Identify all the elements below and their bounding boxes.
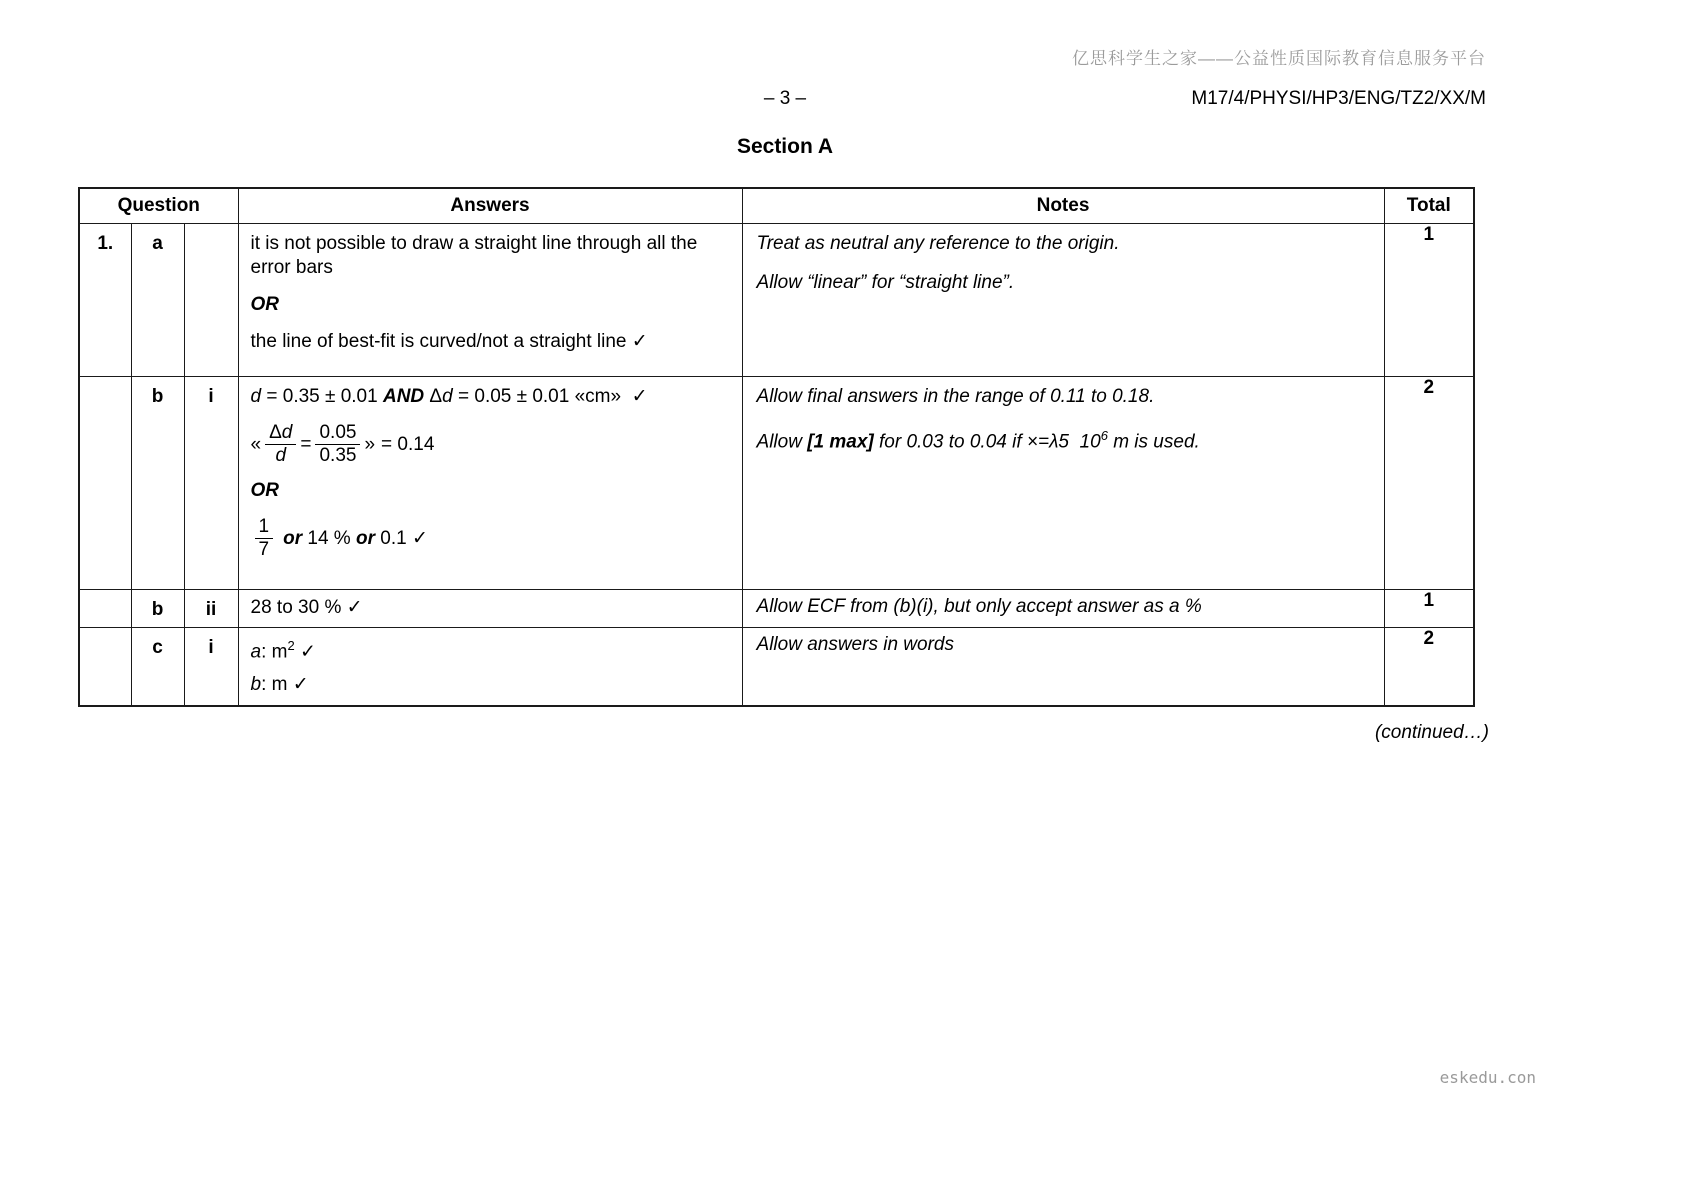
- question-number: [79, 628, 131, 707]
- tick-mark: ✓: [631, 386, 648, 407]
- question-part: c: [131, 628, 184, 707]
- answer-text: 28 to 30 % ✓: [250, 597, 363, 618]
- notes-cell: [742, 377, 1384, 590]
- notes-cell: [742, 628, 1384, 707]
- guillemet-open: «: [250, 433, 262, 455]
- or-separator: OR: [250, 480, 280, 501]
- answer-text: [251, 634, 730, 664]
- math-text: 14 %: [307, 527, 351, 549]
- question-number: 1.: [79, 224, 131, 377]
- math-variable: b: [250, 674, 262, 696]
- total-marks: 1: [1384, 224, 1474, 377]
- fraction-numerator: [265, 422, 296, 445]
- notes-cell: [742, 590, 1384, 628]
- or-keyword: or: [283, 527, 303, 549]
- answers-cell: [238, 224, 742, 377]
- question-subpart: i: [184, 628, 238, 707]
- table-row-bi: [79, 377, 1474, 590]
- notes-cell: [742, 224, 1384, 377]
- math-text: : m ✓: [261, 674, 309, 696]
- note-text-segment: for 0.03 to 0.04 if ×=λ5 10: [873, 431, 1101, 453]
- fraction: [315, 422, 360, 467]
- fraction-numerator: 1: [255, 516, 274, 539]
- fraction: [265, 422, 296, 467]
- math-variable: d: [281, 422, 293, 443]
- note-text: Allow “linear” for “straight line”.: [756, 272, 1015, 293]
- continued-label: (continued…): [1374, 722, 1489, 743]
- document-code: M17/4/PHYSI/HP3/ENG/TZ2/XX/M: [1191, 88, 1486, 109]
- column-header-answers: Answers: [238, 188, 742, 224]
- math-text: : m: [261, 641, 288, 663]
- answers-cell: [238, 628, 742, 707]
- math-text: = 0.35 ± 0.01: [261, 386, 383, 407]
- column-header-question: Question: [79, 188, 238, 224]
- or-keyword: or: [355, 527, 375, 549]
- question-part: a: [131, 224, 184, 377]
- question-subpart: i: [184, 377, 238, 590]
- question-subpart: ii: [184, 590, 238, 628]
- answers-cell: [238, 590, 742, 628]
- tick-mark: ✓: [294, 641, 316, 663]
- equation-line-fraction: [251, 422, 730, 467]
- and-keyword: AND: [382, 386, 425, 407]
- question-number: [79, 377, 131, 590]
- answer-text: [251, 673, 730, 697]
- answer-text: it is not possible to draw a straight line through all the error bars: [250, 233, 698, 278]
- site-watermark: eskedu.con: [1439, 1068, 1536, 1087]
- equals-sign: =: [300, 433, 312, 455]
- table-row-ci: [79, 628, 1474, 707]
- total-marks: 1: [1384, 590, 1474, 628]
- fraction-denominator: 7: [258, 539, 270, 560]
- equation-result: = 0.14: [381, 433, 435, 455]
- markscheme-table: [78, 187, 1475, 707]
- question-part: b: [131, 377, 184, 590]
- note-text: Allow final answers in the range of 0.11 to 0.18.: [756, 386, 1155, 407]
- question-part: b: [131, 590, 184, 628]
- superscript: 6: [1100, 428, 1108, 443]
- table-row-bii: [79, 590, 1474, 628]
- chinese-watermark-text: 亿思科学生之家——公益性质国际教育信息服务平台: [1072, 49, 1486, 68]
- note-text: [757, 424, 1370, 454]
- page-number: – 3 –: [763, 88, 807, 109]
- note-text: Allow answers in words: [756, 634, 954, 655]
- note-text: Treat as neutral any reference to the origin.: [756, 233, 1120, 254]
- fraction-denominator: d: [275, 445, 287, 466]
- column-header-total: Total: [1384, 188, 1474, 224]
- total-marks: 2: [1384, 628, 1474, 707]
- note-text-segment: Allow: [756, 431, 808, 453]
- math-text: 0.1: [380, 527, 407, 549]
- question-number: [79, 590, 131, 628]
- fraction: [255, 516, 274, 561]
- tick-mark: ✓: [411, 527, 428, 549]
- question-subpart: [184, 224, 238, 377]
- answers-cell: [238, 377, 742, 590]
- math-text: = 0.05 ± 0.01 «cm»: [452, 386, 632, 407]
- note-text: Allow ECF from (b)(i), but only accept answer as a %: [756, 596, 1202, 617]
- math-variable: a: [250, 641, 262, 663]
- or-separator: OR: [250, 294, 280, 315]
- section-title: Section A: [736, 135, 834, 158]
- math-variable: d: [442, 386, 453, 407]
- equation-line-alternative: [251, 516, 730, 561]
- answer-text: the line of best-fit is curved/not a straight line ✓: [250, 331, 648, 352]
- fraction-denominator: 0.35: [319, 445, 357, 466]
- column-header-notes: Notes: [742, 188, 1384, 224]
- guillemet-close: »: [364, 433, 376, 455]
- total-marks: 2: [1384, 377, 1474, 590]
- math-text: Δ: [424, 386, 443, 407]
- note-text-segment: m is used.: [1107, 431, 1200, 453]
- delta-symbol: Δ: [269, 422, 282, 443]
- max-marks-bold: [1 max]: [807, 431, 874, 453]
- fraction-numerator: 0.05: [315, 422, 360, 445]
- superscript: 2: [287, 638, 295, 653]
- table-row-1a: [79, 224, 1474, 377]
- table-header-row: [79, 188, 1474, 224]
- math-variable: d: [250, 386, 262, 407]
- equation-line: [251, 385, 730, 409]
